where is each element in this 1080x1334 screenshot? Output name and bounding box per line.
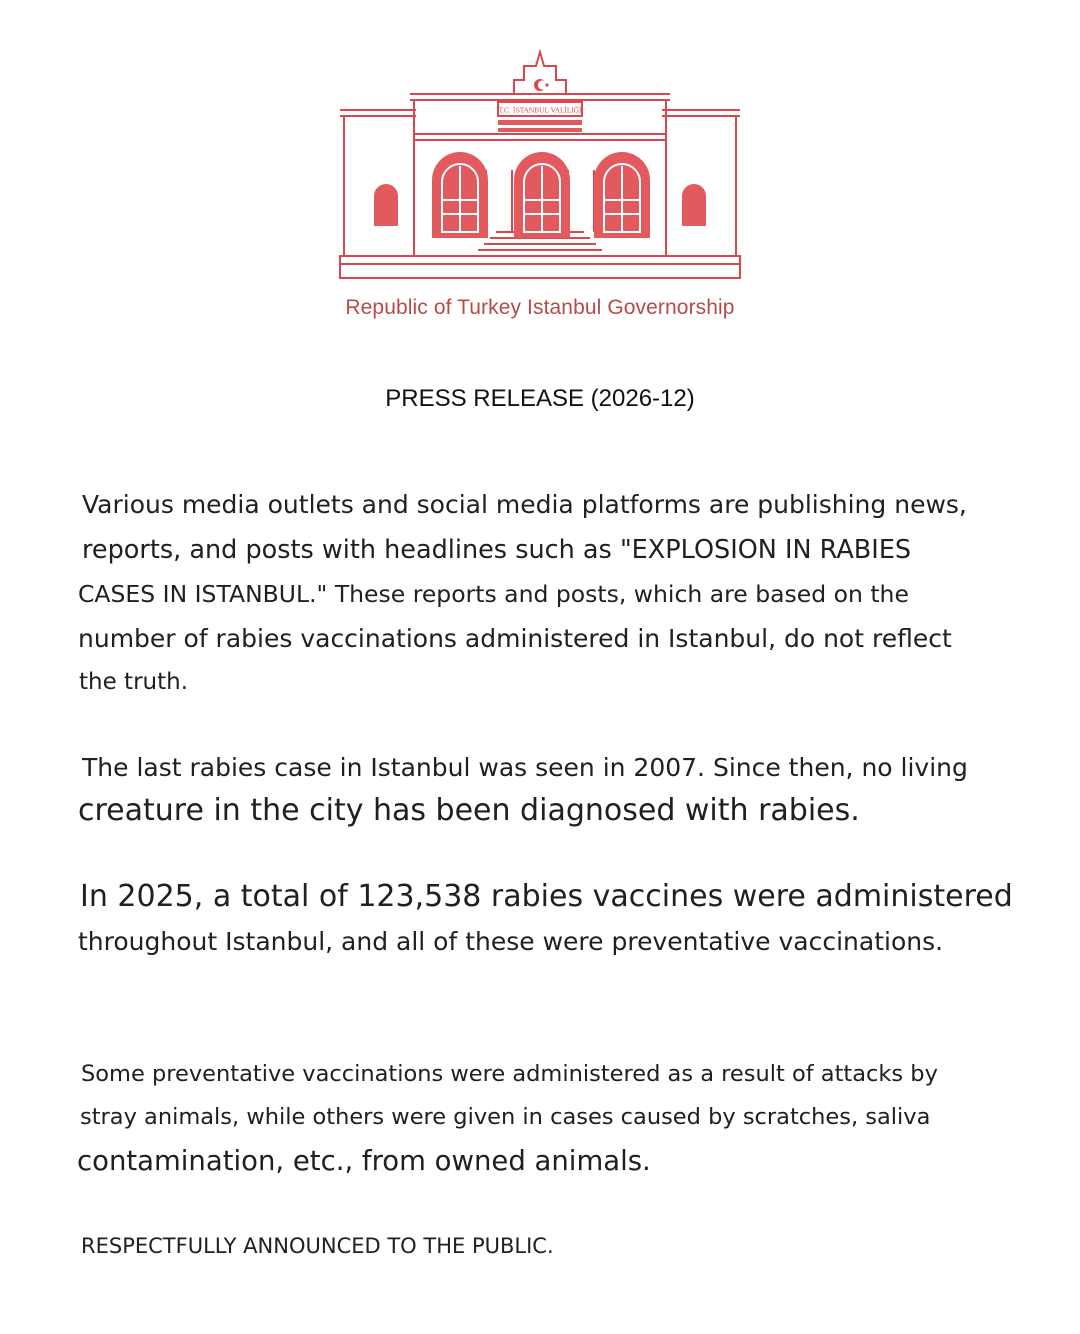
text-line: CASES IN ISTANBUL." These reports and posts, which are based on the	[78, 580, 909, 608]
text-line: Various media outlets and social media platforms are publishing news,	[82, 490, 967, 519]
text-line: stray animals, while others were given in cases caused by scratches, saliva	[80, 1104, 931, 1130]
text-line: contamination, etc., from owned animals.	[77, 1145, 651, 1177]
press-release-title: PRESS RELEASE (2026-12)	[385, 385, 695, 412]
text-line: The last rabies case in Istanbul was seen in 2007. Since then, no living	[82, 753, 968, 782]
text-line: the truth.	[79, 669, 189, 695]
text-line: reports, and posts with headlines such as "EXPLOSION IN RABIES	[82, 535, 912, 565]
text-line: number of rabies vaccinations administered in Istanbul, do not reflect	[78, 624, 952, 653]
text-line: throughout Istanbul, and all of these were preventative vaccinations.	[78, 927, 944, 956]
text-line: Some preventative vaccinations were administered as a result of attacks by	[81, 1061, 938, 1087]
institution-name: Republic of Turkey Istanbul Governorship	[345, 296, 735, 319]
svg-text:T.C. İSTANBUL VALİLİĞİ: T.C. İSTANBUL VALİLİĞİ	[498, 106, 582, 115]
closing-statement: RESPECTFULLY ANNOUNCED TO THE PUBLIC.	[81, 1234, 554, 1258]
governorship-building-icon	[336, 42, 746, 284]
text-line: In 2025, a total of 123,538 rabies vaccines were administered	[80, 879, 1013, 914]
governorship-building-logo	[336, 42, 746, 284]
text-line: creature in the city has been diagnosed with rabies.	[78, 793, 860, 828]
